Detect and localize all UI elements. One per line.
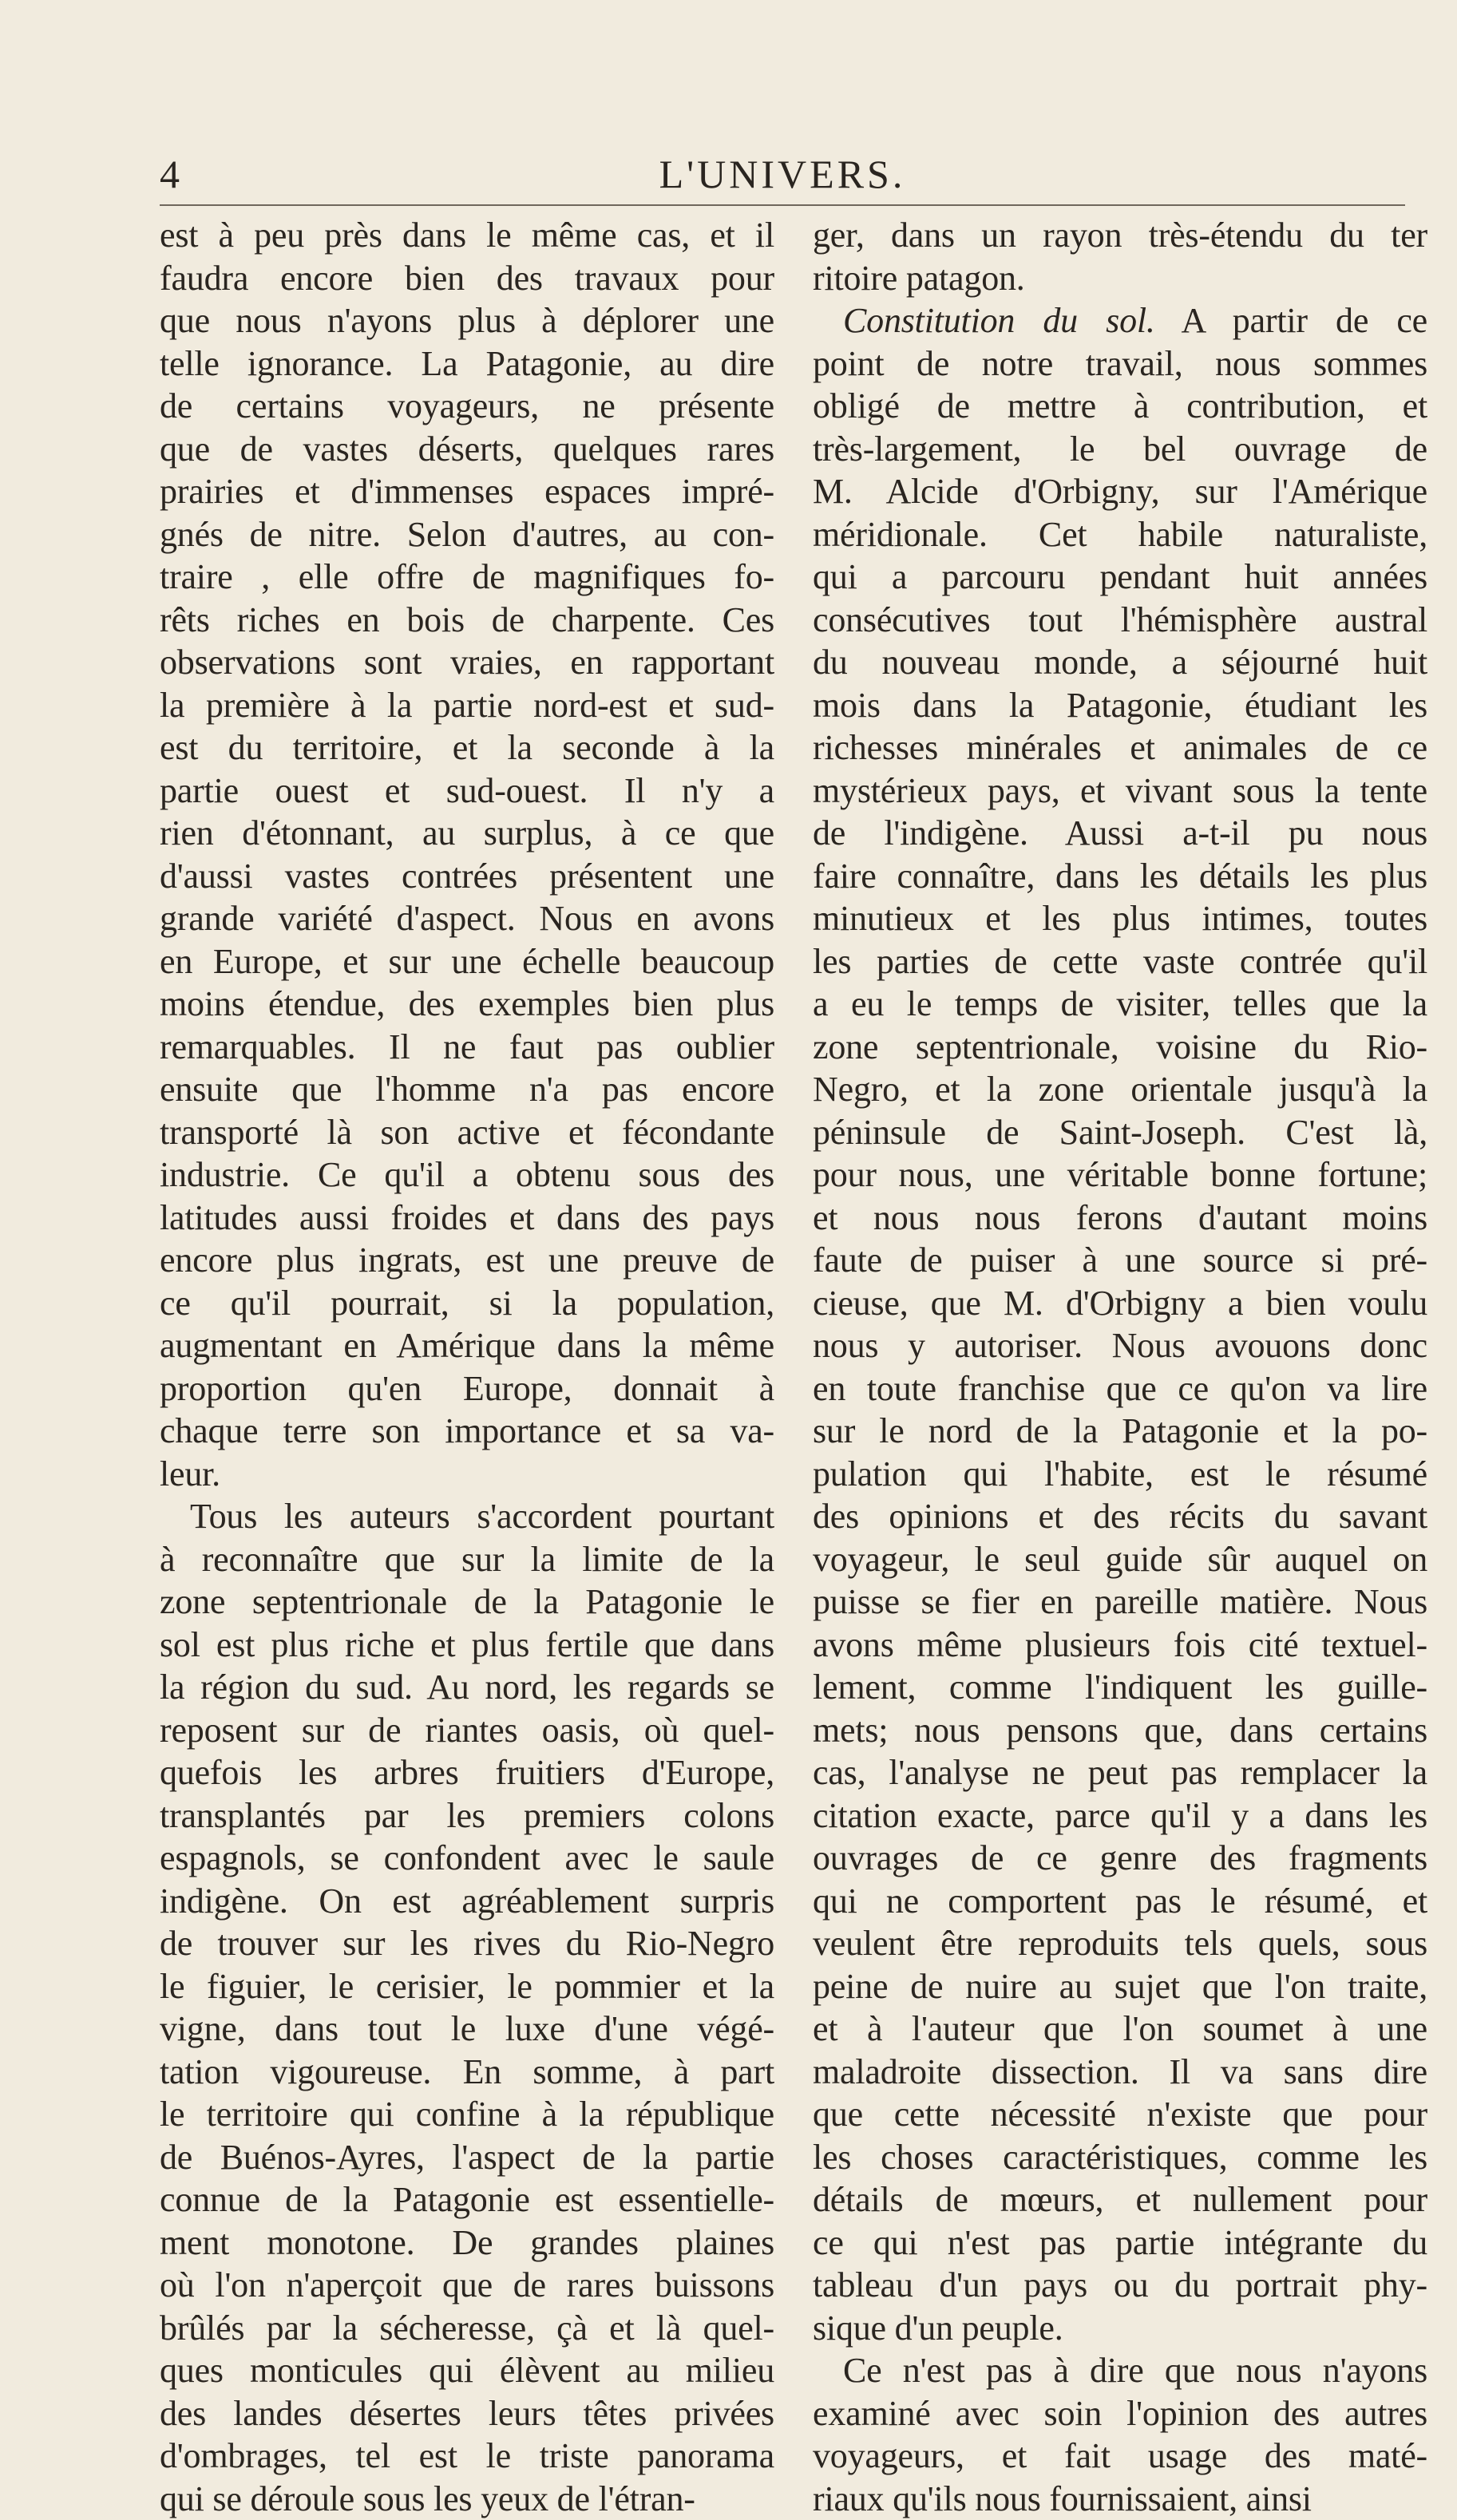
text-line: sur le nord de la Patagonie et la po- xyxy=(813,1410,1427,1453)
text-line: moins étendue, des exemples bien plus xyxy=(160,983,774,1026)
text-line: puisse se fier en pareille matière. Nous xyxy=(813,1580,1427,1624)
text-line: cieuse, que M. d'Orbigny a bien voulu xyxy=(813,1282,1427,1325)
text-line: très-largement, le bel ouvrage de xyxy=(813,428,1427,471)
text-line: cas, l'analyse ne peut pas remplacer la xyxy=(813,1751,1427,1794)
section-heading-continuation: A partir de ce xyxy=(1155,301,1427,340)
text-line: ques monticules qui élèvent au milieu xyxy=(160,2349,774,2392)
text-line: veulent être reproduits tels quels, sous xyxy=(813,1922,1427,1965)
text-line: chaque terre son importance et sa va- xyxy=(160,1410,774,1453)
text-line: ger, dans un rayon très-étendu du ter xyxy=(813,214,1427,257)
text-line: grande variété d'aspect. Nous en avons xyxy=(160,897,774,940)
text-line: que nous n'ayons plus à déplorer une xyxy=(160,299,774,342)
left-column xyxy=(160,214,774,2520)
text-line: nous y autoriser. Nous avouons donc xyxy=(813,1324,1427,1367)
section-heading-line xyxy=(813,299,1427,342)
text-line: a eu le temps de visiter, telles que la xyxy=(813,983,1427,1026)
text-line: qui a parcouru pendant huit années xyxy=(813,556,1427,599)
text-line: faire connaître, dans les détails les plus xyxy=(813,855,1427,898)
text-line: ensuite que l'homme n'a pas encore xyxy=(160,1068,774,1111)
text-line: Negro, et la zone orientale jusqu'à la xyxy=(813,1068,1427,1111)
text-line: sol est plus riche et plus fertile que dans xyxy=(160,1624,774,1667)
text-line: telle ignorance. La Patagonie, au dire xyxy=(160,342,774,386)
text-line: ritoire patagon. xyxy=(813,257,1427,300)
text-line: en toute franchise que ce qu'on va lire xyxy=(813,1367,1427,1410)
text-line: connue de la Patagonie est essentielle- xyxy=(160,2178,774,2221)
text-line: voyageurs, et fait usage des maté- xyxy=(813,2435,1427,2478)
text-line: à reconnaître que sur la limite de la xyxy=(160,1538,774,1581)
text-line: d'aussi vastes contrées présentent une xyxy=(160,855,774,898)
text-line: la région du sud. Au nord, les regards se xyxy=(160,1666,774,1709)
text-line: traire , elle offre de magnifiques fo- xyxy=(160,556,774,599)
right-column xyxy=(813,214,1427,2520)
text-line: détails de mœurs, et nullement pour xyxy=(813,2178,1427,2221)
text-line: ouvrages de ce genre des fragments xyxy=(813,1837,1427,1880)
text-line: voyageur, le seul guide sûr auquel on xyxy=(813,1538,1427,1581)
text-line: de l'indigène. Aussi a-t-il pu nous xyxy=(813,812,1427,855)
text-line: les parties de cette vaste contrée qu'il xyxy=(813,940,1427,983)
text-line: point de notre travail, nous sommes xyxy=(813,342,1427,386)
text-line: d'ombrages, tel est le triste panorama xyxy=(160,2435,774,2478)
text-line: et nous nous ferons d'autant moins xyxy=(813,1197,1427,1240)
section-heading: Constitution du sol. xyxy=(843,301,1155,340)
text-line: examiné avec soin l'opinion des autres xyxy=(813,2392,1427,2435)
text-line: encore plus ingrats, est une preuve de xyxy=(160,1239,774,1282)
text-line: zone septentrionale, voisine du Rio- xyxy=(813,1026,1427,1069)
text-line: avons même plusieurs fois cité textuel- xyxy=(813,1624,1427,1667)
text-line: de certains voyageurs, ne présente xyxy=(160,385,774,428)
text-line: lement, comme l'indiquent les guille- xyxy=(813,1666,1427,1709)
text-line: méridionale. Cet habile naturaliste, xyxy=(813,513,1427,556)
text-line: qui ne comportent pas le résumé, et xyxy=(813,1880,1427,1923)
text-line: transporté là son active et fécondante xyxy=(160,1111,774,1154)
header-rule xyxy=(160,204,1405,206)
text-line: rêts riches en bois de charpente. Ces xyxy=(160,599,774,642)
text-line: le figuier, le cerisier, le pommier et la xyxy=(160,1965,774,2008)
text-line: observations sont vraies, en rapportant xyxy=(160,641,774,684)
text-line: faudra encore bien des travaux pour xyxy=(160,257,774,300)
text-line: ce qu'il pourrait, si la population, xyxy=(160,1282,774,1325)
text-line: tation vigoureuse. En somme, à part xyxy=(160,2051,774,2094)
text-line: rien d'étonnant, au surplus, à ce que xyxy=(160,812,774,855)
text-line: est du territoire, et la seconde à la xyxy=(160,726,774,769)
text-line: en Europe, et sur une échelle beaucoup xyxy=(160,940,774,983)
text-line: prairies et d'immenses espaces impré- xyxy=(160,470,774,513)
text-line: M. Alcide d'Orbigny, sur l'Amérique xyxy=(813,470,1427,513)
text-line: que cette nécessité n'existe que pour xyxy=(813,2093,1427,2136)
text-line: augmentant en Amérique dans la même xyxy=(160,1324,774,1367)
text-line: que de vastes déserts, quelques rares xyxy=(160,428,774,471)
running-header xyxy=(160,150,1405,198)
text-line: maladroite dissection. Il va sans dire xyxy=(813,2051,1427,2094)
text-line: mets; nous pensons que, dans certains xyxy=(813,1709,1427,1752)
running-title: L'UNIVERS. xyxy=(160,150,1405,198)
text-line: reposent sur de riantes oasis, où quel- xyxy=(160,1709,774,1752)
text-line: citation exacte, parce qu'il y a dans les xyxy=(813,1794,1427,1838)
text-line: indigène. On est agréablement surpris xyxy=(160,1880,774,1923)
text-line: quefois les arbres fruitiers d'Europe, xyxy=(160,1751,774,1794)
text-line: gnés de nitre. Selon d'autres, au con- xyxy=(160,513,774,556)
text-line: de trouver sur les rives du Rio-Negro xyxy=(160,1922,774,1965)
text-line: zone septentrionale de la Patagonie le xyxy=(160,1580,774,1624)
text-line: la première à la partie nord-est et sud- xyxy=(160,684,774,727)
text-line: richesses minérales et animales de ce xyxy=(813,726,1427,769)
text-line: pour nous, une véritable bonne fortune; xyxy=(813,1153,1427,1197)
text-line: péninsule de Saint-Joseph. C'est là, xyxy=(813,1111,1427,1154)
text-line: proportion qu'en Europe, donnait à xyxy=(160,1367,774,1410)
text-line: pulation qui l'habite, est le résumé xyxy=(813,1453,1427,1496)
text-line: Tous les auteurs s'accordent pourtant xyxy=(160,1495,774,1538)
text-line: des opinions et des récits du savant xyxy=(813,1495,1427,1538)
text-line: mystérieux pays, et vivant sous la tente xyxy=(813,769,1427,813)
text-line: où l'on n'aperçoit que de rares buissons xyxy=(160,2264,774,2307)
text-line: qui se déroule sous les yeux de l'étran- xyxy=(160,2478,774,2520)
text-line: et à l'auteur que l'on soumet à une xyxy=(813,2008,1427,2051)
text-line: des landes désertes leurs têtes privées xyxy=(160,2392,774,2435)
text-line: partie ouest et sud-ouest. Il n'y a xyxy=(160,769,774,813)
text-line: ment monotone. De grandes plaines xyxy=(160,2221,774,2265)
text-line: sique d'un peuple. xyxy=(813,2307,1427,2350)
text-line: remarquables. Il ne faut pas oublier xyxy=(160,1026,774,1069)
text-line: vigne, dans tout le luxe d'une végé- xyxy=(160,2008,774,2051)
text-line: peine de nuire au sujet que l'on traite, xyxy=(813,1965,1427,2008)
text-line: le territoire qui confine à la république xyxy=(160,2093,774,2136)
text-line: du nouveau monde, a séjourné huit xyxy=(813,641,1427,684)
page-number: 4 xyxy=(160,150,180,198)
text-line: consécutives tout l'hémisphère austral xyxy=(813,599,1427,642)
text-line: Ce n'est pas à dire que nous n'ayons xyxy=(813,2349,1427,2392)
text-line: riaux qu'ils nous fournissaient, ainsi xyxy=(813,2478,1427,2520)
text-line: obligé de mettre à contribution, et xyxy=(813,385,1427,428)
text-line: industrie. Ce qu'il a obtenu sous des xyxy=(160,1153,774,1197)
text-line: tableau d'un pays ou du portrait phy- xyxy=(813,2264,1427,2307)
text-line: faute de puiser à une source si pré- xyxy=(813,1239,1427,1282)
text-line: espagnols, se confondent avec le saule xyxy=(160,1837,774,1880)
text-line: les choses caractéristiques, comme les xyxy=(813,2136,1427,2179)
text-line: de Buénos-Ayres, l'aspect de la partie xyxy=(160,2136,774,2179)
text-line: latitudes aussi froides et dans des pays xyxy=(160,1197,774,1240)
text-line: leur. xyxy=(160,1453,774,1496)
text-line: brûlés par la sécheresse, çà et là quel- xyxy=(160,2307,774,2350)
text-line: mois dans la Patagonie, étudiant les xyxy=(813,684,1427,727)
text-line: transplantés par les premiers colons xyxy=(160,1794,774,1838)
text-line: est à peu près dans le même cas, et il xyxy=(160,214,774,257)
text-line: minutieux et les plus intimes, toutes xyxy=(813,897,1427,940)
text-line: ce qui n'est pas partie intégrante du xyxy=(813,2221,1427,2265)
